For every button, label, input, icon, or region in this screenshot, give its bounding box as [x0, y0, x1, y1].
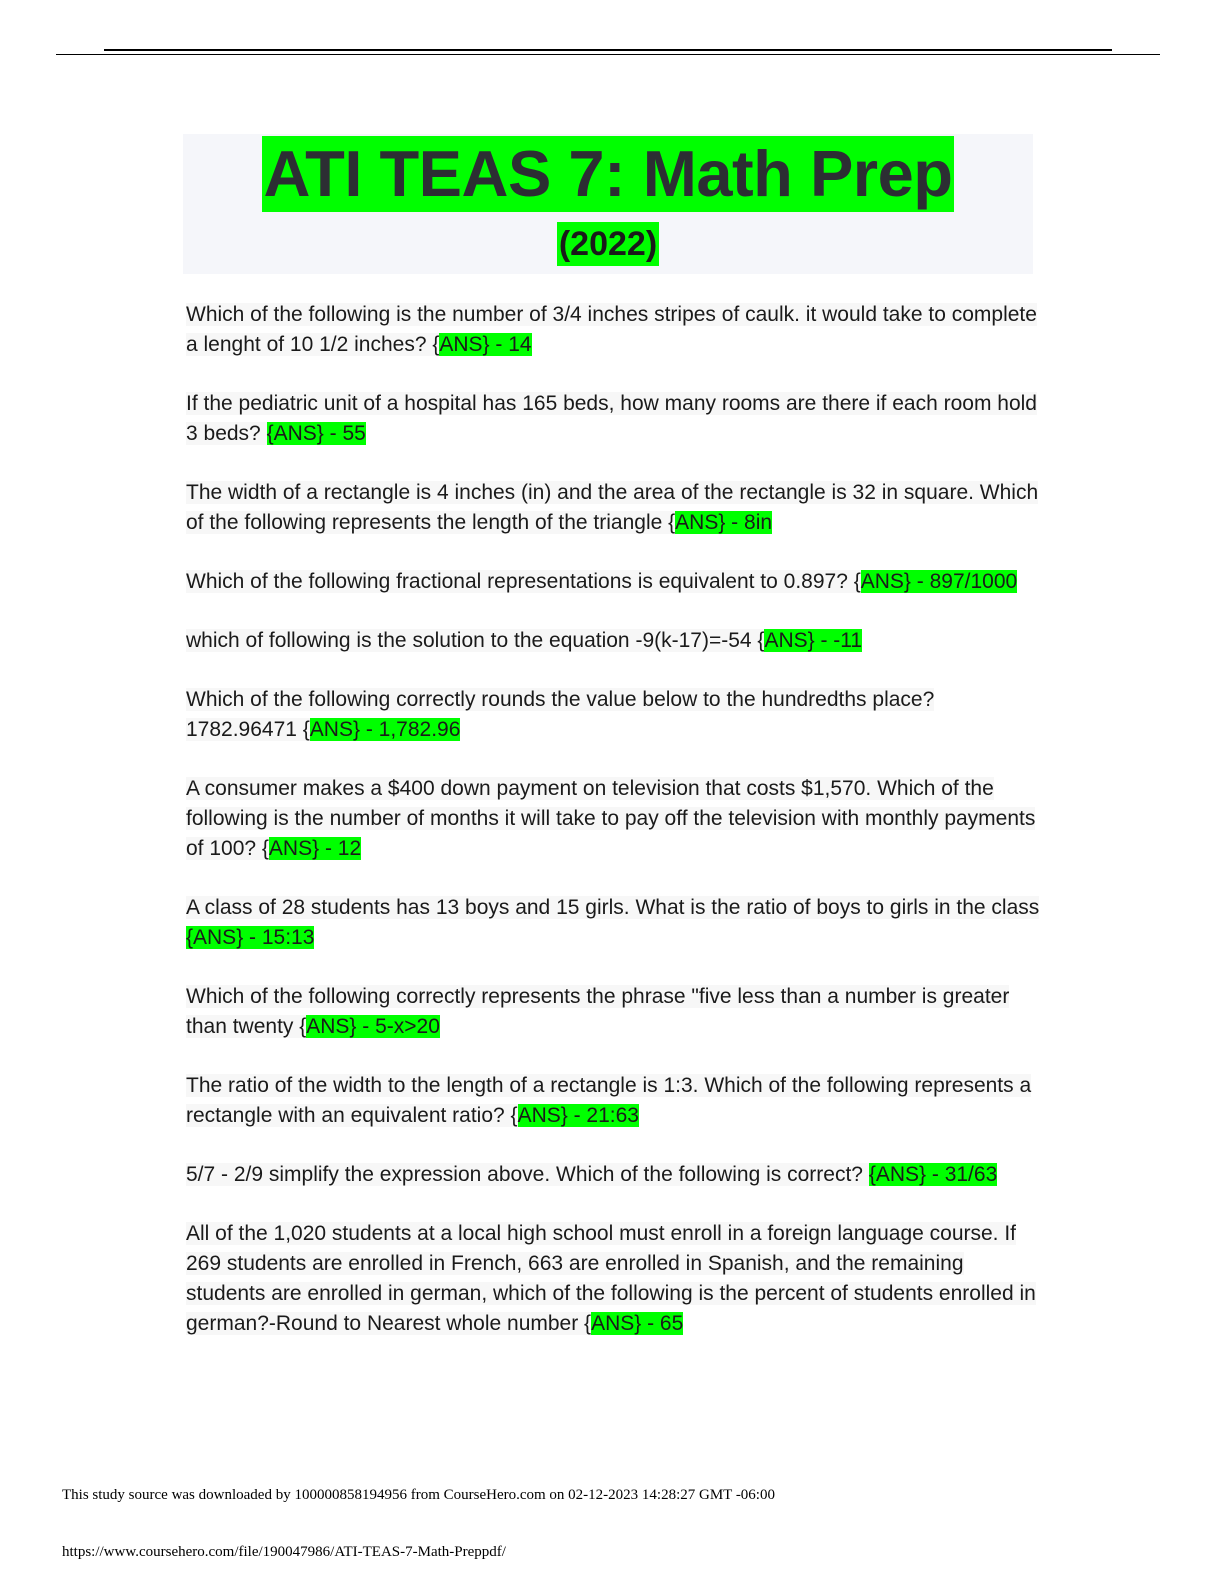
question-text: Which of the following correctly represents the phrase "five less than a number is greater than twenty { [186, 985, 1010, 1038]
question-text: All of the 1,020 students at a local high school must enroll in a foreign language course. If 269 students are enrolled in French, 663 are enrolled in Spanish, and the remaining students are enrolled in german, which of the following is the percent of students enrolled in german?-Round to Nearest whole number { [186, 1222, 1036, 1335]
answer-highlight: ANS} - -11 [764, 629, 863, 652]
footer-url: https://www.coursehero.com/file/190047986/ATI-TEAS-7-Math-Preppdf/ [62, 1544, 506, 1560]
answer-highlight: ANS} - 1,782.96 [309, 718, 461, 741]
question-item [186, 893, 1046, 953]
footer-source-notice: This study source was downloaded by 100000858194956 from CourseHero.com on 02-12-2023 14:28:27 GMT -06:00 [62, 1487, 775, 1503]
question-item [186, 1219, 1046, 1339]
question-item [186, 982, 1046, 1042]
question-item [186, 478, 1046, 538]
question-text: The width of a rectangle is 4 inches (in) and the area of the rectangle is 32 in square. Which of the following represents the length of the triangle { [186, 481, 1039, 534]
page-subtitle: (2022) [557, 222, 659, 266]
question-item [186, 685, 1046, 745]
answer-highlight: ANS} - 8in [675, 511, 773, 534]
answer-highlight: {ANS} - 15:13 [186, 926, 315, 949]
question-text: A consumer makes a $400 down payment on television that costs $1,570. Which of the following is the number of months it will take to pay off the television with monthly payments of 100? { [186, 777, 1036, 860]
header-rule-secondary [56, 54, 1160, 55]
answer-highlight: ANS} - 65 [591, 1312, 684, 1335]
answer-highlight: {ANS} - 31/63 [868, 1163, 998, 1186]
question-item [186, 300, 1046, 360]
answer-highlight: ANS} - 14 [439, 333, 532, 356]
question-item [186, 567, 1046, 597]
question-text: which of following is the solution to the equation -9(k-17)=-54 { [186, 629, 765, 652]
page-title: ATI TEAS 7: Math Prep [263, 137, 953, 210]
question-item [186, 389, 1046, 449]
answer-highlight: ANS} - 897/1000 [860, 570, 1018, 593]
question-item [186, 1160, 1046, 1190]
question-text: Which of the following fractional representations is equivalent to 0.897? { [186, 570, 861, 593]
answer-highlight: {ANS} - 55 [266, 422, 366, 445]
question-text: If the pediatric unit of a hospital has 165 beds, how many rooms are there if each room hold 3 beds? [186, 392, 1037, 445]
answer-highlight: ANS} - 12 [268, 837, 362, 860]
question-text: Which of the following is the number of 3/4 inches stripes of caulk. it would take to complete a lenght of 10 1/2 inches? { [186, 303, 1037, 356]
answer-highlight: ANS} - 21:63 [517, 1104, 639, 1127]
question-list [186, 300, 1046, 1368]
question-text: The ratio of the width to the length of a rectangle is 1:3. Which of the following represents a rectangle with an equivalent ratio? { [186, 1074, 1032, 1127]
question-text: Which of the following correctly rounds the value below to the hundredths place? 1782.96471 { [186, 688, 935, 741]
answer-highlight: ANS} - 5-x>20 [306, 1015, 440, 1038]
question-item [186, 626, 1046, 656]
question-item [186, 1071, 1046, 1131]
question-item [186, 774, 1046, 864]
title-block [183, 134, 1033, 274]
question-text: A class of 28 students has 13 boys and 15 girls. What is the ratio of boys to girls in the class [186, 896, 1040, 919]
question-text: 5/7 - 2/9 simplify the expression above. Which of the following is correct? [186, 1163, 869, 1186]
header-rule [104, 49, 1112, 51]
